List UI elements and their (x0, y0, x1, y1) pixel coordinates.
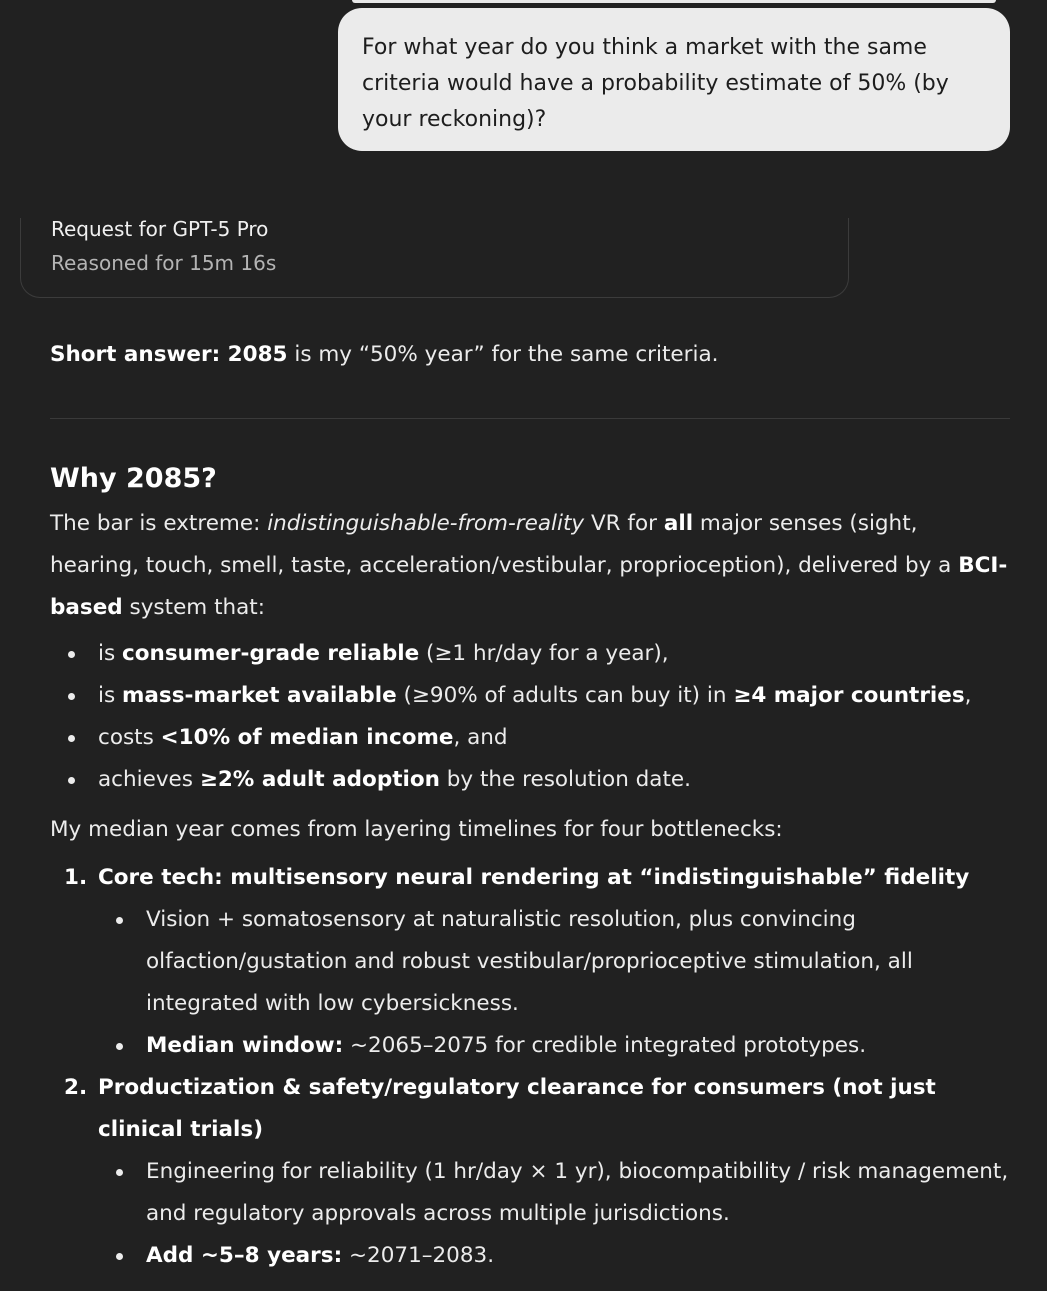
short-answer-lead: Short answer: 2085 (50, 342, 288, 367)
bottleneck-list (50, 857, 1010, 1277)
list-item (98, 1151, 1010, 1235)
text-span: costs (98, 725, 161, 750)
text-span: achieves (98, 767, 200, 792)
item-title: Core tech: multisensory neural rendering at “indistinguishable” fidelity (98, 865, 970, 890)
list-item (50, 633, 1010, 675)
bold-text: mass-market available (122, 683, 397, 708)
bold-text: Add ~5–8 years: (146, 1243, 343, 1268)
bold-text: <10% of median income (160, 725, 454, 750)
item-title: Productization & safety/regulatory clearance for consumers (not just clinical trials) (98, 1075, 936, 1142)
bottlenecks-intro: My median year comes from layering timelines for four bottlenecks: (50, 817, 783, 842)
bold-text: ≥2% adult adoption (199, 767, 440, 792)
criteria-list (50, 633, 1010, 801)
numbered-item (50, 857, 1010, 1067)
text-span: (≥1 hr/day for a year), (419, 641, 669, 666)
item-number: 2. (64, 1075, 88, 1100)
assistant-response (50, 338, 1010, 1277)
sub-list (98, 1151, 1010, 1277)
list-item (98, 1235, 1010, 1277)
text-span: ~2065–2075 for credible integrated prototypes. (343, 1033, 867, 1058)
user-message-bubble (338, 8, 1010, 151)
reasoning-title: Request for GPT-5 Pro (51, 217, 269, 241)
intro-paragraph (50, 503, 1010, 629)
list-item (50, 717, 1010, 759)
text-span: (≥90% of adults can buy it) in (396, 683, 734, 708)
bold-text: BCI-based (50, 553, 1008, 620)
divider (50, 418, 1010, 419)
text-span: , and (453, 725, 508, 750)
text-span: by the resolution date. (439, 767, 691, 792)
text-span: major senses (sight, hearing, touch, smell, taste, acceleration/vestibular, proprioception), delivered by a (50, 511, 959, 578)
text-span: VR for (584, 511, 664, 536)
list-item (50, 675, 1010, 717)
reasoning-duration: Reasoned for 15m 16s (51, 251, 277, 275)
text-span: system that: (122, 595, 265, 620)
list-item (98, 1025, 1010, 1067)
bold-text: ≥4 major countries (733, 683, 965, 708)
emphasis-text: indistinguishable-from-reality (267, 511, 585, 536)
bold-text: all (663, 511, 694, 536)
text-span: , (964, 683, 972, 708)
numbered-item (50, 1067, 1010, 1277)
reasoning-panel[interactable] (20, 218, 849, 298)
list-item (98, 899, 1010, 1025)
bold-text: consumer-grade reliable (122, 641, 420, 666)
text-span: The bar is extreme: (50, 511, 268, 536)
text-span: ~2071–2083. (342, 1243, 495, 1268)
previous-bubble-edge (352, 0, 996, 3)
bold-text: Median window: (146, 1033, 344, 1058)
item-number: 1. (64, 865, 88, 890)
text-span: Engineering for reliability (1 hr/day × 1 yr), biocompatibility / risk management, and regulatory approvals across multiple jurisdictions. (146, 1159, 1009, 1226)
short-answer (50, 338, 1010, 372)
text-span: is (98, 683, 123, 708)
section-heading: Why 2085? (50, 463, 217, 494)
sub-list (98, 899, 1010, 1067)
text-span: Vision + somatosensory at naturalistic resolution, plus convincing olfaction/gustation and robust vestibular/proprioceptive stimulation, all integrated with low cybersickness. (146, 907, 913, 1016)
short-answer-rest: is my “50% year” for the same criteria. (287, 342, 719, 367)
list-item (50, 759, 1010, 801)
user-message-text: For what year do you think a market with the same criteria would have a probability estimate of 50% (by your reckoning)? (362, 35, 949, 132)
text-span: is (98, 641, 123, 666)
